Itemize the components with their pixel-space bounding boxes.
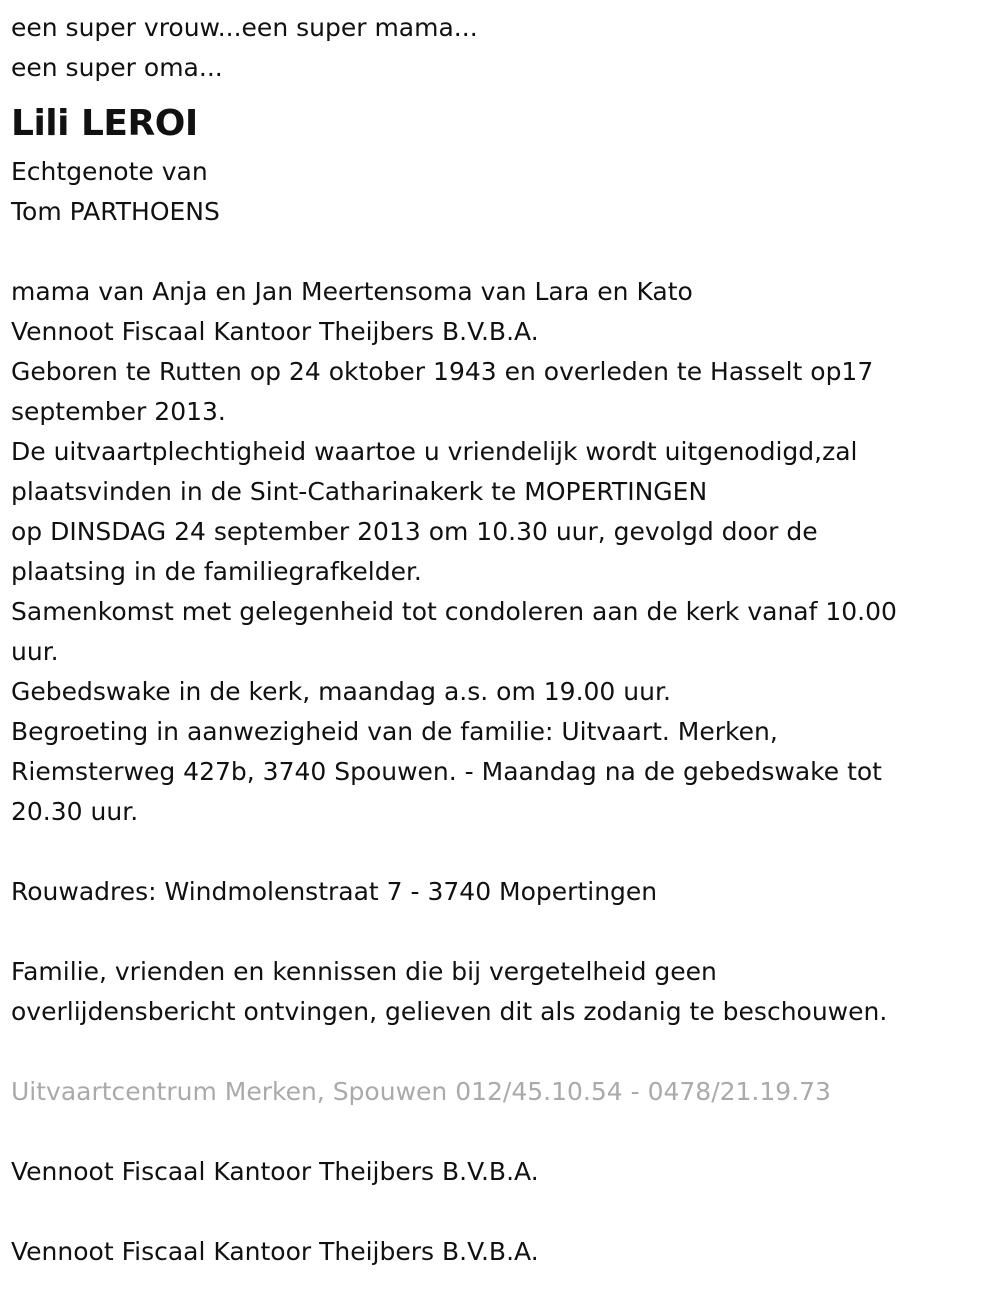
condolence-line-1: Samenkomst met gelegenheid tot condoleren aan de kerk vanaf 10.00 xyxy=(11,597,897,626)
birth-death-line-1: Geboren te Rutten op 24 oktober 1943 en overleden te Hasselt op17 xyxy=(11,357,874,386)
intro-line-2: een super oma... xyxy=(11,53,223,82)
spouse-name: Tom PARTHOENS xyxy=(11,197,220,226)
deceased-name: Lili LEROI xyxy=(11,103,198,144)
footer-line-1: Vennoot Fiscaal Kantoor Theijbers B.V.B.A. xyxy=(11,1157,539,1186)
ceremony-line-3: op DINSDAG 24 september 2013 om 10.30 uur, gevolgd door de xyxy=(11,517,818,546)
footer-line-2: Vennoot Fiscaal Kantoor Theijbers B.V.B.A. xyxy=(11,1237,539,1266)
spacer xyxy=(11,1112,1000,1152)
mourning-address: Rouwadres: Windmolenstraat 7 - 3740 Mopertingen xyxy=(11,877,658,906)
ceremony-line-4: plaatsing in de familiegrafkelder. xyxy=(11,557,422,586)
vigil-line: Gebedswake in de kerk, maandag a.s. om 19.00 uur. xyxy=(11,677,671,706)
family-line: mama van Anja en Jan Meertensoma van Lara en Kato xyxy=(11,277,693,306)
intro-line-1: een super vrouw...een super mama... xyxy=(11,13,478,42)
condolence-line-2: uur. xyxy=(11,637,59,666)
greeting-line-1: Begroeting in aanwezigheid van de familie: Uitvaart. Merken, xyxy=(11,717,778,746)
spacer xyxy=(11,232,1000,272)
partner-line: Vennoot Fiscaal Kantoor Theijbers B.V.B.A. xyxy=(11,317,539,346)
spacer xyxy=(11,1192,1000,1232)
spacer xyxy=(11,1032,1000,1072)
spouse-label: Echtgenote van xyxy=(11,157,208,186)
greeting-line-3: 20.30 uur. xyxy=(11,797,139,826)
ceremony-line-1: De uitvaartplechtigheid waartoe u vriendelijk wordt uitgenodigd,zal xyxy=(11,437,858,466)
funeral-home-line: Uitvaartcentrum Merken, Spouwen 012/45.10.54 - 0478/21.19.73 xyxy=(11,1077,831,1106)
birth-death-line-2: september 2013. xyxy=(11,397,226,426)
notice-line-2: overlijdensbericht ontvingen, gelieven dit als zodanig te beschouwen. xyxy=(11,997,888,1026)
notice-line-1: Familie, vrienden en kennissen die bij vergetelheid geen xyxy=(11,957,717,986)
ceremony-line-2: plaatsvinden in de Sint-Catharinakerk te MOPERTINGEN xyxy=(11,477,708,506)
greeting-line-2: Riemsterweg 427b, 3740 Spouwen. - Maandag na de gebedswake tot xyxy=(11,757,882,786)
spacer xyxy=(11,912,1000,952)
spacer xyxy=(11,832,1000,872)
